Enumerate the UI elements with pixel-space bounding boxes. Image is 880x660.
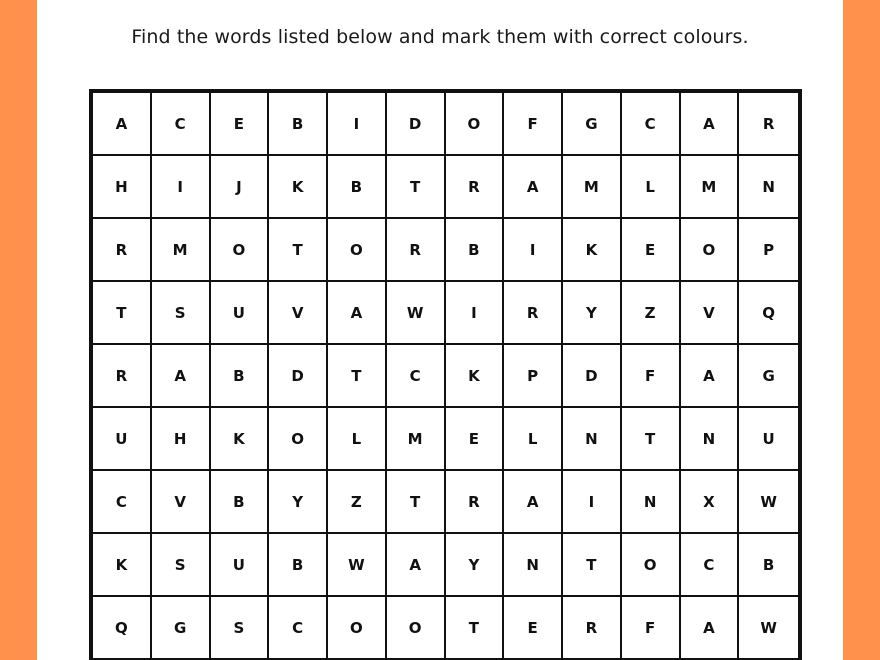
grid-cell-r7-c12[interactable]: W bbox=[739, 471, 798, 534]
grid-cell-r1-c12[interactable]: R bbox=[739, 93, 798, 156]
grid-cell-r5-c11[interactable]: A bbox=[681, 345, 740, 408]
grid-cell-r8-c4[interactable]: B bbox=[269, 534, 328, 597]
grid-cell-r9-c10[interactable]: F bbox=[622, 597, 681, 660]
grid-cell-r7-c10[interactable]: N bbox=[622, 471, 681, 534]
grid-cell-r3-c4[interactable]: T bbox=[269, 219, 328, 282]
grid-cell-r5-c10[interactable]: F bbox=[622, 345, 681, 408]
grid-cell-r5-c3[interactable]: B bbox=[211, 345, 270, 408]
grid-cell-r7-c5[interactable]: Z bbox=[328, 471, 387, 534]
grid-cell-r9-c9[interactable]: R bbox=[563, 597, 622, 660]
grid-cell-r9-c4[interactable]: C bbox=[269, 597, 328, 660]
grid-cell-r7-c6[interactable]: T bbox=[387, 471, 446, 534]
grid-cell-r2-c7[interactable]: R bbox=[446, 156, 505, 219]
grid-cell-r1-c2[interactable]: C bbox=[152, 93, 211, 156]
grid-cell-r2-c3[interactable]: J bbox=[211, 156, 270, 219]
grid-cell-r7-c1[interactable]: C bbox=[93, 471, 152, 534]
grid-cell-r2-c12[interactable]: N bbox=[739, 156, 798, 219]
grid-cell-r2-c6[interactable]: T bbox=[387, 156, 446, 219]
grid-cell-r5-c1[interactable]: R bbox=[93, 345, 152, 408]
grid-cell-r5-c12[interactable]: G bbox=[739, 345, 798, 408]
grid-cell-r1-c10[interactable]: C bbox=[622, 93, 681, 156]
grid-cell-r7-c3[interactable]: B bbox=[211, 471, 270, 534]
grid-cell-r4-c9[interactable]: Y bbox=[563, 282, 622, 345]
grid-cell-r4-c8[interactable]: R bbox=[504, 282, 563, 345]
grid-cell-r2-c4[interactable]: K bbox=[269, 156, 328, 219]
grid-cell-r8-c5[interactable]: W bbox=[328, 534, 387, 597]
grid-cell-r1-c8[interactable]: F bbox=[504, 93, 563, 156]
grid-cell-r1-c5[interactable]: I bbox=[328, 93, 387, 156]
grid-cell-r1-c3[interactable]: E bbox=[211, 93, 270, 156]
grid-cell-r5-c8[interactable]: P bbox=[504, 345, 563, 408]
grid-cell-r8-c3[interactable]: U bbox=[211, 534, 270, 597]
grid-cell-r3-c3[interactable]: O bbox=[211, 219, 270, 282]
grid-cell-r6-c10[interactable]: T bbox=[622, 408, 681, 471]
grid-cell-r5-c7[interactable]: K bbox=[446, 345, 505, 408]
grid-cell-r2-c8[interactable]: A bbox=[504, 156, 563, 219]
grid-cell-r2-c2[interactable]: I bbox=[152, 156, 211, 219]
grid-cell-r5-c2[interactable]: A bbox=[152, 345, 211, 408]
grid-cell-r9-c5[interactable]: O bbox=[328, 597, 387, 660]
grid-cell-r2-c5[interactable]: B bbox=[328, 156, 387, 219]
grid-cell-r3-c11[interactable]: O bbox=[681, 219, 740, 282]
grid-cell-r3-c8[interactable]: I bbox=[504, 219, 563, 282]
grid-cell-r6-c2[interactable]: H bbox=[152, 408, 211, 471]
grid-cell-r4-c5[interactable]: A bbox=[328, 282, 387, 345]
grid-cell-r4-c1[interactable]: T bbox=[93, 282, 152, 345]
grid-cell-r9-c8[interactable]: E bbox=[504, 597, 563, 660]
grid-cell-r1-c4[interactable]: B bbox=[269, 93, 328, 156]
grid-cell-r9-c6[interactable]: O bbox=[387, 597, 446, 660]
grid-cell-r6-c8[interactable]: L bbox=[504, 408, 563, 471]
grid-cell-r5-c6[interactable]: C bbox=[387, 345, 446, 408]
grid-cell-r4-c6[interactable]: W bbox=[387, 282, 446, 345]
grid-cell-r9-c12[interactable]: W bbox=[739, 597, 798, 660]
grid-cell-r1-c11[interactable]: A bbox=[681, 93, 740, 156]
grid-cell-r1-c1[interactable]: A bbox=[93, 93, 152, 156]
grid-cell-r8-c1[interactable]: K bbox=[93, 534, 152, 597]
grid-cell-r1-c9[interactable]: G bbox=[563, 93, 622, 156]
grid-cell-r7-c2[interactable]: V bbox=[152, 471, 211, 534]
instruction-text: Find the words listed below and mark them with correct colours. bbox=[131, 26, 749, 48]
grid-cell-r2-c11[interactable]: M bbox=[681, 156, 740, 219]
grid-cell-r3-c10[interactable]: E bbox=[622, 219, 681, 282]
grid-cell-r8-c8[interactable]: N bbox=[504, 534, 563, 597]
grid-cell-r9-c2[interactable]: G bbox=[152, 597, 211, 660]
grid-cell-r9-c7[interactable]: T bbox=[446, 597, 505, 660]
grid-cell-r8-c2[interactable]: S bbox=[152, 534, 211, 597]
grid-cell-r4-c11[interactable]: V bbox=[681, 282, 740, 345]
grid-cell-r8-c6[interactable]: A bbox=[387, 534, 446, 597]
grid-cell-r6-c5[interactable]: L bbox=[328, 408, 387, 471]
grid-cell-r6-c4[interactable]: O bbox=[269, 408, 328, 471]
grid-cell-r8-c9[interactable]: T bbox=[563, 534, 622, 597]
grid-cell-r3-c12[interactable]: P bbox=[739, 219, 798, 282]
grid-cell-r9-c3[interactable]: S bbox=[211, 597, 270, 660]
grid-cell-r3-c5[interactable]: O bbox=[328, 219, 387, 282]
grid-cell-r6-c9[interactable]: N bbox=[563, 408, 622, 471]
grid-cell-r7-c7[interactable]: R bbox=[446, 471, 505, 534]
grid-cell-r4-c7[interactable]: I bbox=[446, 282, 505, 345]
grid-cell-r5-c5[interactable]: T bbox=[328, 345, 387, 408]
grid-cell-r7-c9[interactable]: I bbox=[563, 471, 622, 534]
grid-cell-r3-c9[interactable]: K bbox=[563, 219, 622, 282]
grid-cell-r4-c2[interactable]: S bbox=[152, 282, 211, 345]
grid-cell-r6-c12[interactable]: U bbox=[739, 408, 798, 471]
grid-cell-r8-c7[interactable]: Y bbox=[446, 534, 505, 597]
grid-cell-r6-c6[interactable]: M bbox=[387, 408, 446, 471]
grid-cell-r8-c12[interactable]: B bbox=[739, 534, 798, 597]
grid-cell-r4-c4[interactable]: V bbox=[269, 282, 328, 345]
grid-cell-r7-c4[interactable]: Y bbox=[269, 471, 328, 534]
grid-cell-r3-c7[interactable]: B bbox=[446, 219, 505, 282]
word-search-grid bbox=[89, 89, 802, 660]
grid-cell-r5-c4[interactable]: D bbox=[269, 345, 328, 408]
grid-cell-r6-c1[interactable]: U bbox=[93, 408, 152, 471]
grid-cell-r8-c10[interactable]: O bbox=[622, 534, 681, 597]
grid-cell-r3-c2[interactable]: M bbox=[152, 219, 211, 282]
worksheet-page bbox=[37, 0, 843, 660]
grid-cell-r9-c1[interactable]: Q bbox=[93, 597, 152, 660]
grid-cell-r4-c10[interactable]: Z bbox=[622, 282, 681, 345]
grid-cell-r4-c12[interactable]: Q bbox=[739, 282, 798, 345]
grid-cell-r6-c3[interactable]: K bbox=[211, 408, 270, 471]
grid-cell-r1-c6[interactable]: D bbox=[387, 93, 446, 156]
grid-cell-r3-c6[interactable]: R bbox=[387, 219, 446, 282]
grid-cell-r9-c11[interactable]: A bbox=[681, 597, 740, 660]
grid-cell-r7-c11[interactable]: X bbox=[681, 471, 740, 534]
grid-cell-r7-c8[interactable]: A bbox=[504, 471, 563, 534]
grid-cell-r4-c3[interactable]: U bbox=[211, 282, 270, 345]
grid-cell-r2-c9[interactable]: M bbox=[563, 156, 622, 219]
grid-cell-r8-c11[interactable]: C bbox=[681, 534, 740, 597]
grid-cell-r1-c7[interactable]: O bbox=[446, 93, 505, 156]
grid-cell-r2-c10[interactable]: L bbox=[622, 156, 681, 219]
grid-cell-r6-c11[interactable]: N bbox=[681, 408, 740, 471]
grid-cell-r3-c1[interactable]: R bbox=[93, 219, 152, 282]
grid-cell-r2-c1[interactable]: H bbox=[93, 156, 152, 219]
grid-cell-r6-c7[interactable]: E bbox=[446, 408, 505, 471]
grid-cell-r5-c9[interactable]: D bbox=[563, 345, 622, 408]
